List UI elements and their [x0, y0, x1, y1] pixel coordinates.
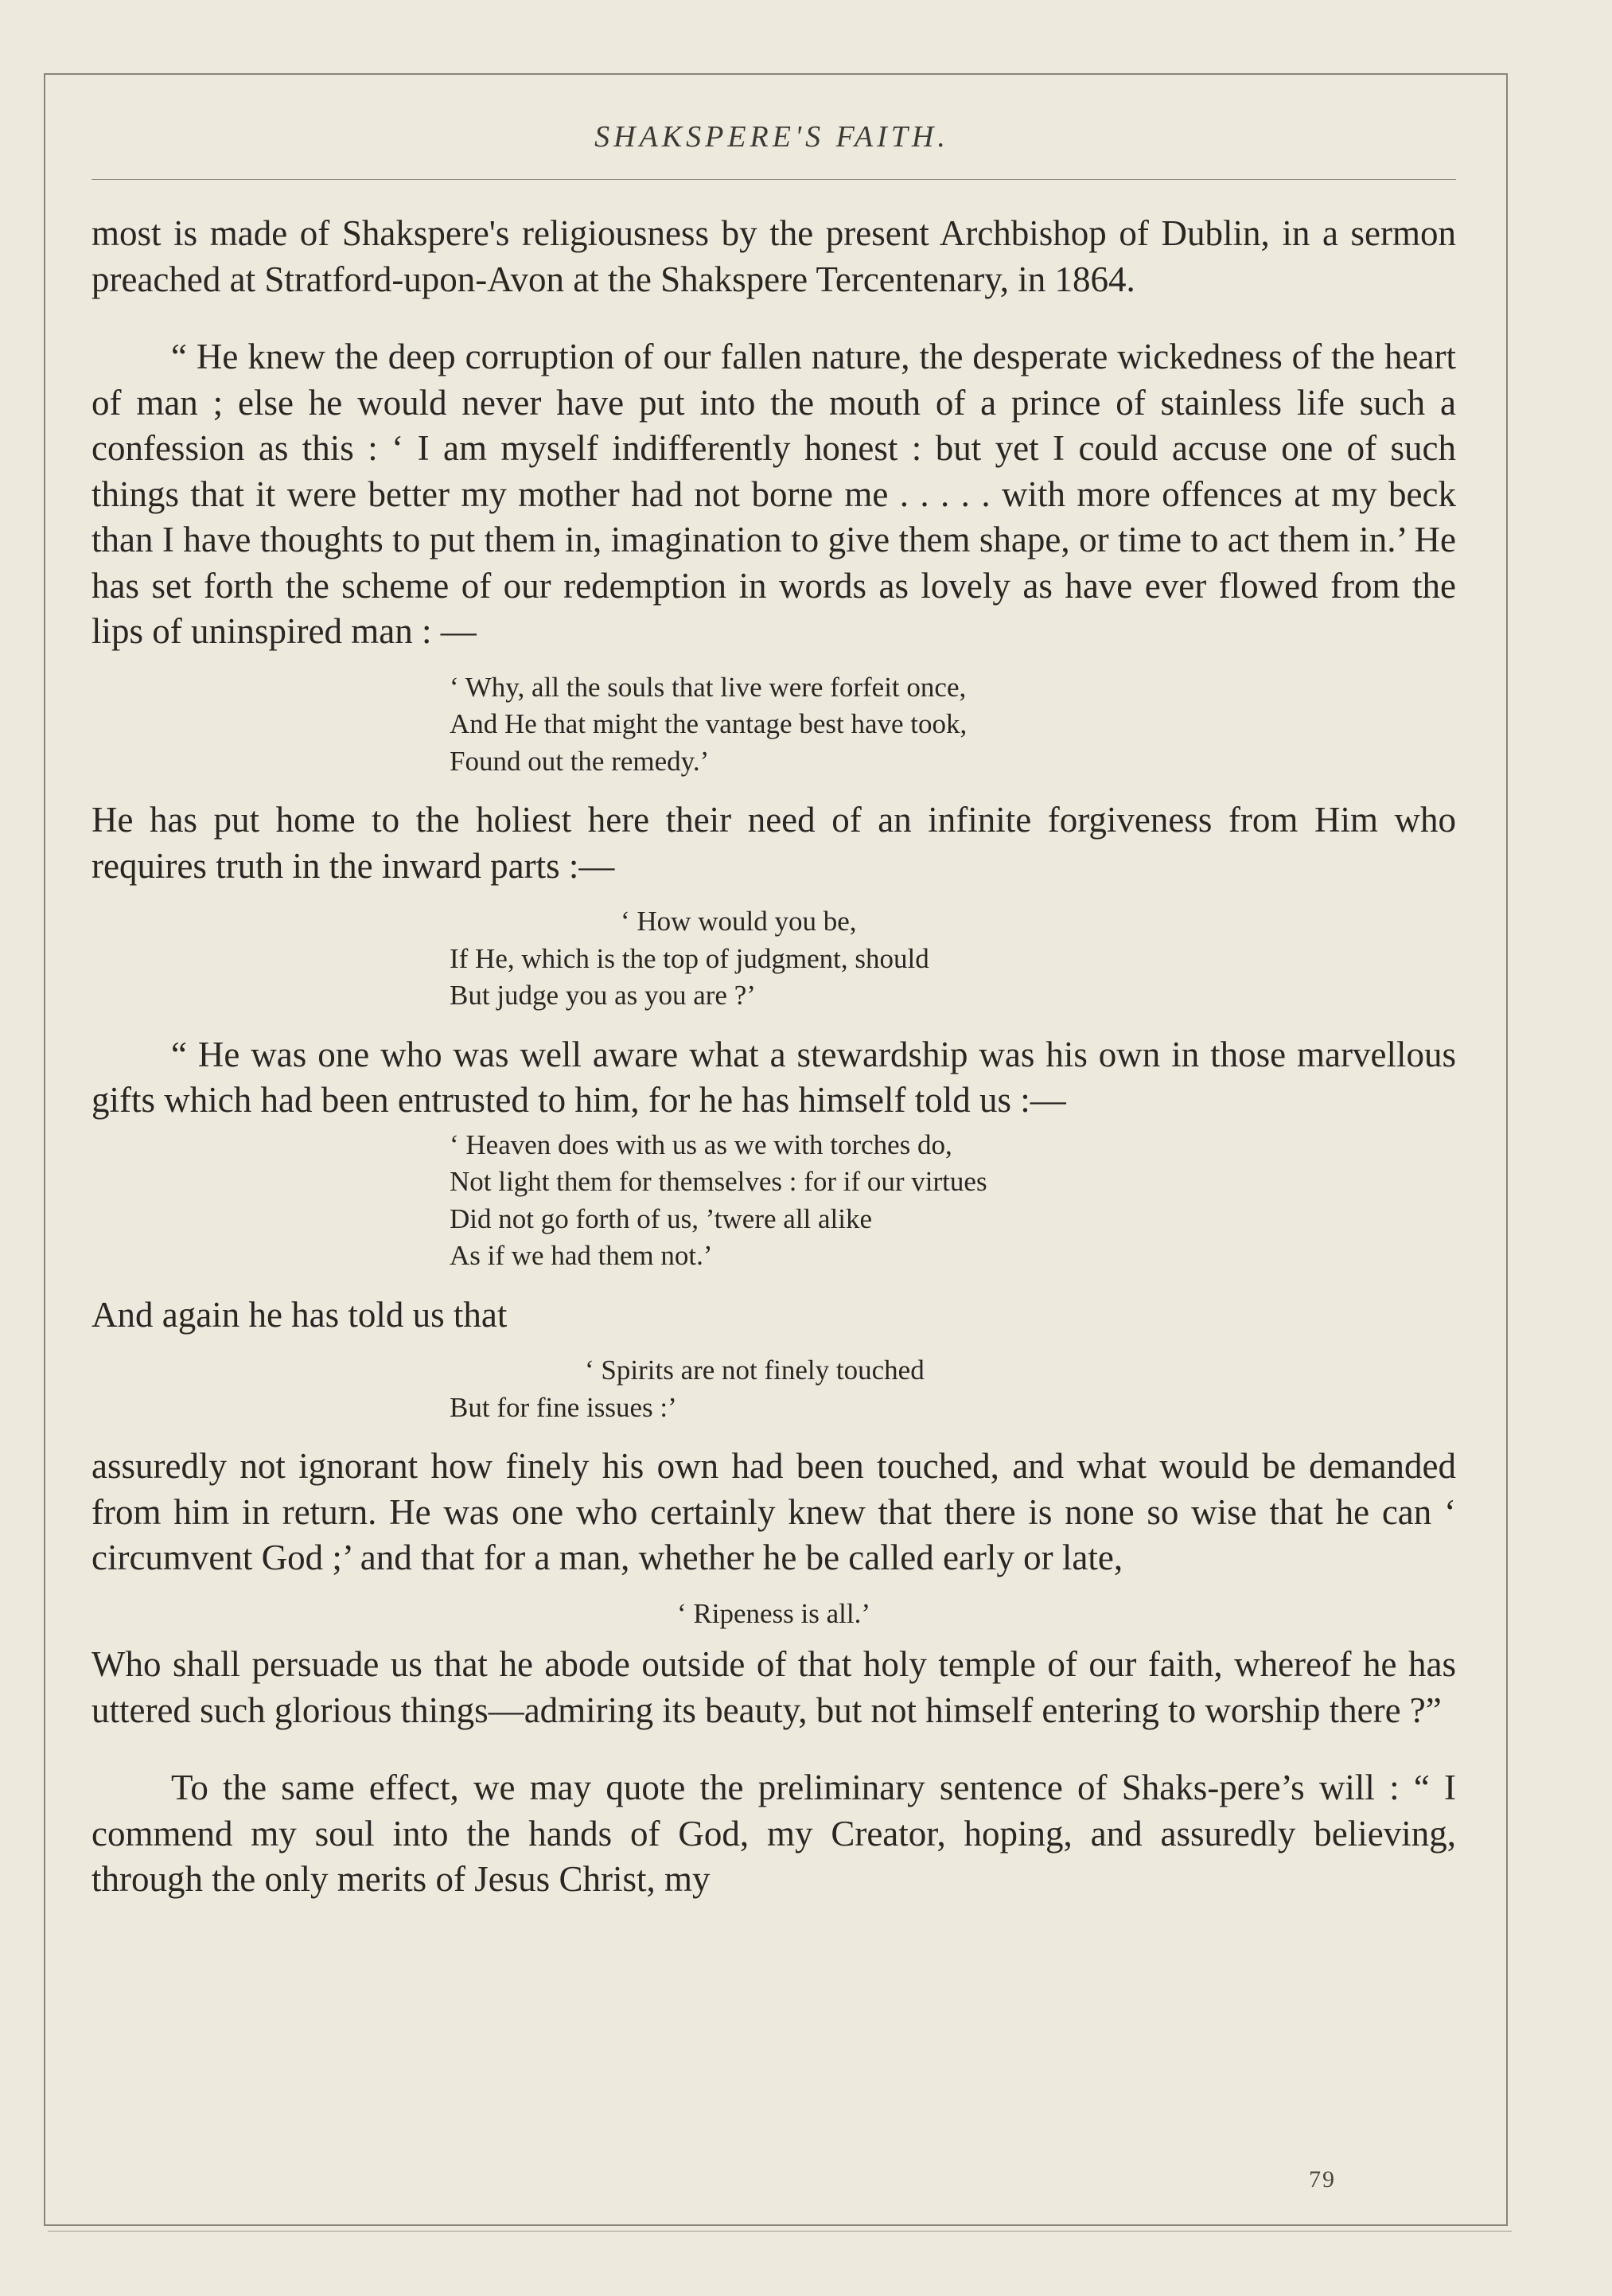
page-frame-bottom-rule-inner	[48, 2231, 1512, 2232]
verse-quote-4	[92, 1352, 1456, 1426]
verse-line: ‘ Heaven does with us as we with torches do,	[450, 1129, 952, 1160]
paragraph-6: assuredly not ignorant how finely his own had been touched, and what would be demanded from him in return. He was one who certainly knew that there is none so wise that he can ‘ circumvent God ;’ and that for a man, whether he be called early or late,	[92, 1446, 1456, 1577]
verse-line: Found out the remedy.’	[450, 745, 710, 777]
running-head: SHAKSPERE'S FAITH.	[594, 120, 949, 154]
header-rule	[92, 179, 1456, 180]
verse-line: If He, which is the top of judgment, should	[450, 942, 929, 974]
verse-line: And He that might the vantage best have took,	[450, 708, 968, 739]
verse-line: As if we had them not.’	[450, 1240, 713, 1271]
verse-quote-3	[92, 1127, 1456, 1275]
verse-line: Not light them for themselves : for if our virtues	[450, 1166, 987, 1197]
verse-quote-5: ‘ Ripeness is all.’	[676, 1597, 871, 1629]
paragraph-3: He has put home to the holiest here their need of an infinite forgiveness from Him who requires truth in the inward parts :—	[92, 800, 1456, 886]
verse-line: Did not go forth of us, ’twere all alike	[450, 1203, 873, 1234]
verse-quote-1	[92, 669, 1456, 781]
page-number: 79	[1309, 2166, 1336, 2193]
paragraph-7: Who shall persuade us that he abode outside of that holy temple of our faith, whereof he has uttered such glorious things—admiring its beauty, but not himself entering to worship there ?”	[92, 1644, 1456, 1730]
verse-line: ‘ Spirits are not finely touched	[585, 1355, 925, 1386]
paragraph-5: And again he has told us that	[92, 1294, 508, 1335]
page-frame-bottom-rule	[44, 2224, 1508, 2226]
paragraph-8: To the same effect, we may quote the preliminary sentence of Shaks-pere’s will : “ I commend my soul into the hands of God, my Creator, hoping, and assuredly believing, through the only merits of Jesus Christ, my	[92, 1768, 1456, 1899]
paragraph-4: “ He was one who was well aware what a stewardship was his own in those marvellous gifts which had been entrusted to him, for he has himself told us :—	[92, 1034, 1456, 1120]
verse-line: But for fine issues :’	[450, 1391, 677, 1423]
paragraph-1: most is made of Shakspere's religiousness by the present Archbishop of Dublin, in a sermon preached at Stratford-upon-Avon at the Shakspere Tercentenary, in 1864.	[92, 213, 1456, 299]
verse-line: ‘ How would you be,	[621, 906, 857, 937]
page-frame-left-rule	[44, 73, 45, 2226]
page-body	[92, 211, 1456, 1903]
page-frame-right-rule	[1506, 73, 1508, 2226]
verse-line: ‘ Why, all the souls that live were forfeit once,	[450, 671, 967, 703]
page-frame-top-rule	[44, 73, 1508, 75]
verse-quote-2	[92, 903, 1456, 1015]
paragraph-2: “ He knew the deep corruption of our fallen nature, the desperate wickedness of the heart of man ; else he would never have put into the mouth of a prince of stainless life such a confession as this : ‘ I am myself indifferently honest : but yet I could accuse one of such things that it were better my mother had not borne me . . . . . with more offences at my beck than I have thoughts to put them in, imagination to give them shape, or time to act them in.’ He has set forth the scheme of our redemption in words as lovely as have ever flowed from the lips of uninspired man : —	[92, 337, 1456, 651]
verse-line: But judge you as you are ?’	[450, 980, 756, 1011]
